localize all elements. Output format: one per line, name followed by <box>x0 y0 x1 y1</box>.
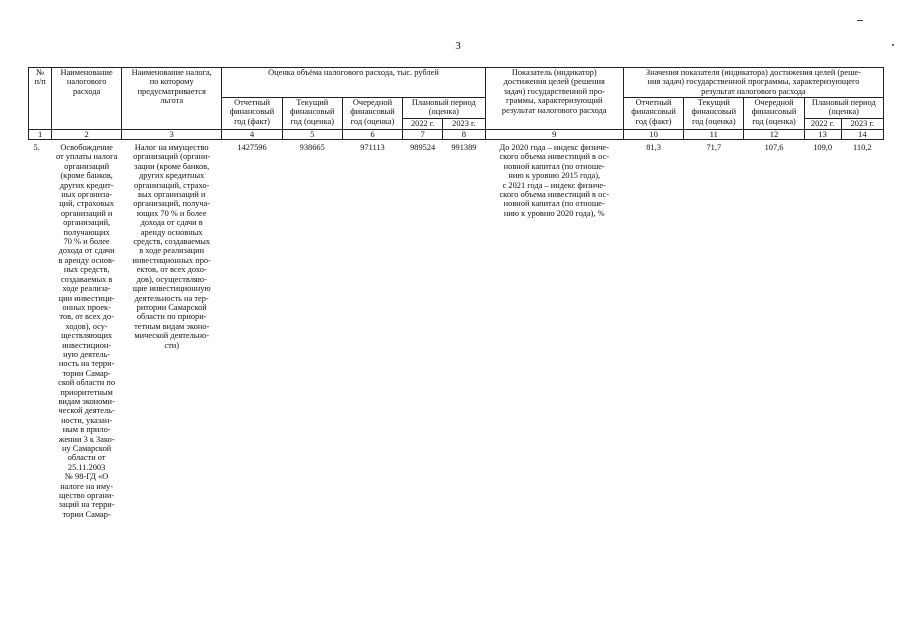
column-number: 7 <box>403 130 443 140</box>
header-val-current: Текущий финансовый год (оценка) <box>684 98 744 130</box>
column-number: 2 <box>52 130 122 140</box>
header-est-current: Текущий финансовый год (оценка) <box>282 98 342 130</box>
header-val-year-2022: 2022 г. <box>804 119 841 130</box>
header-est-next: Очередной финансовый год (оценка) <box>342 98 402 130</box>
column-number: 9 <box>485 130 623 140</box>
page-number: 3 <box>455 40 461 52</box>
scan-speck <box>857 20 863 21</box>
header-val-next: Очередной финансовый год (оценка) <box>744 98 804 130</box>
est-2022-cell: 989524 <box>403 140 443 520</box>
header-val-reporting: Отчетный финансовый год (факт) <box>623 98 683 130</box>
column-number: 4 <box>222 130 282 140</box>
est-2023-cell: 991389 <box>443 140 485 520</box>
column-number: 10 <box>623 130 683 140</box>
est-next-cell: 971113 <box>342 140 402 520</box>
header-values-group: Значения показателя (индикатора) достижения целей (реше- ния задач) государственной программы, характеризующего результат налогового расхода <box>623 68 883 98</box>
tax-name-cell: Налог на имущество организаций (органи- зации (кроме банков, других кредитных организаций, страхо- вых организаций и организаций, получа- ющих 70 % и более дохода от сдачи в аренду основных средств, создаваемых в ходе реализации инвестиционных про- ектов, от всех дохо- дов), осуществляю- щие инвестиционную деятельность на тер- ритории Самарской области по приори- тетным видам эконо- мической деятельно- сти) <box>122 140 222 520</box>
header-year-2023: 2023 г. <box>443 119 485 130</box>
header-estimate-group: Оценка объёма налогового расхода, тыс. рублей <box>222 68 485 98</box>
expense-name-cell: Освобождение от уплаты налога организаций (кроме банков, других кредит- ных организа- ций, страховых организаций и организаций, получающих 70 % и более дохода от сдачи в аренду основ- ных средств, создаваемых в ходе реализа- ции инвестици- онных проек- тов, от всех до- ходов), осу- ществляющих инвестицион- ную деятель- ность на терри- тории Самар- ской области по приоритетным видам экономи- ческой деятель- ности, указан- ным в прило- жении 3 к Зако- ну Самарской области от 25.11.2003 № 98-ГД «О налоге на иму- щество органи- заций на терри- тории Самар- <box>52 140 122 520</box>
val-current-cell: 71,7 <box>684 140 744 520</box>
header-expense-name: Наименование налогового расхода <box>52 68 122 130</box>
header-est-reporting: Отчетный финансовый год (факт) <box>222 98 282 130</box>
header-indicator: Показатель (индикатор) достижения целей (решения задач) государственной про- граммы, характеризующий результат налогового расхода <box>485 68 623 130</box>
est-reporting-cell: 1427596 <box>222 140 282 520</box>
header-tax-name: Наименование налога, по которому предусматривается льгота <box>122 68 222 130</box>
header-val-year-2023: 2023 г. <box>841 119 883 130</box>
header-planned-period: Плановый период (оценка) <box>403 98 485 119</box>
column-number: 13 <box>804 130 841 140</box>
column-number: 8 <box>443 130 485 140</box>
header-number: № п/п <box>29 68 52 130</box>
val-reporting-cell: 81,3 <box>623 140 683 520</box>
val-2023-cell: 110,2 <box>841 140 883 520</box>
header-val-planned: Плановый период (оценка) <box>804 98 883 119</box>
column-number: 3 <box>122 130 222 140</box>
tax-expense-table <box>28 67 884 519</box>
val-2022-cell: 109,0 <box>804 140 841 520</box>
est-current-cell: 938665 <box>282 140 342 520</box>
column-number: 14 <box>841 130 883 140</box>
scan-speck <box>892 44 894 46</box>
column-number: 5 <box>282 130 342 140</box>
column-number: 6 <box>342 130 402 140</box>
indicator-cell: До 2020 года – индекс физиче- ского объема инвестиций в ос- новной капитал (по отноше- нию к уровню 2015 года), с 2021 года – индекс физиче- ского объема инвестиций в ос- новной капитал (по отноше- нию к уровню 2020 года), % <box>485 140 623 520</box>
header-year-2022: 2022 г. <box>403 119 443 130</box>
column-number: 1 <box>29 130 52 140</box>
row-number: 5. <box>29 140 52 520</box>
column-number: 11 <box>684 130 744 140</box>
column-number: 12 <box>744 130 804 140</box>
val-next-cell: 107,6 <box>744 140 804 520</box>
table-row <box>29 140 884 520</box>
